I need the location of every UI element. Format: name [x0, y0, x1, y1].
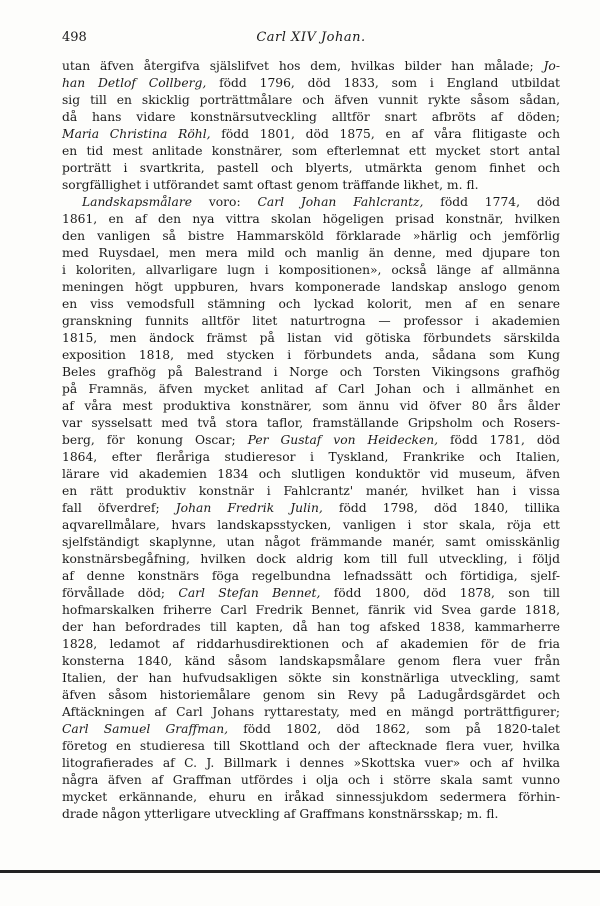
- body-text: [62, 58, 560, 823]
- text-segment: en rätt produktiv konstnär i Fahlcrantz' manér, hvilket han i vissa: [62, 484, 560, 498]
- text-line: [62, 92, 560, 109]
- text-segment: var sysselsatt med två stora taflor, framställande Gripsholm och Rosers-: [62, 416, 560, 430]
- text-segment: med Ruysdael, men mera mild och manlig än denne, med djupare ton: [62, 246, 560, 260]
- text-segment: berg, för konung Oscar;: [62, 433, 248, 447]
- text-segment: Beles grafhög på Balestrand i Norge och Torsten Vikingsons grafhög: [62, 365, 560, 379]
- text-line: [62, 194, 560, 211]
- text-segment: granskning funnits alltför litet naturtrogna — professor i akademien: [62, 314, 560, 328]
- text-segment: konsterna 1840, känd såsom landskapsmålare genom flera vuer från: [62, 654, 560, 668]
- text-segment: i koloriten, allvarligare lugn i kompositionen», också länge af allmänna: [62, 263, 560, 277]
- text-line: [62, 347, 560, 364]
- text-line: [62, 789, 560, 806]
- text-segment: lärare vid akademien 1834 och slutligen konduktör vid museum, äfven: [62, 467, 560, 481]
- text-line: [62, 313, 560, 330]
- text-segment: 1864, efter fleråriga studieresor i Tyskland, Frankrike och Italien,: [62, 450, 560, 464]
- text-segment: några äfven af Graffman utfördes i olja och i större skala samt vunno: [62, 773, 560, 787]
- name-italic: Carl Samuel Graffman,: [62, 722, 229, 736]
- text-segment: född 1802, död 1862, som på 1820-talet: [228, 722, 560, 736]
- text-segment: af denne konstnärs föga regelbundna lefnadssätt och förtidiga, sjelf-: [62, 569, 560, 583]
- text-line: [62, 262, 560, 279]
- text-line: [62, 806, 560, 823]
- text-line: [62, 568, 560, 585]
- text-segment: äfven såsom historiemålare genom sin Revy på Ladugårdsgärdet och: [62, 688, 560, 702]
- text-segment: sjelfständigt skaplynne, utan något främmande manér, samt omisskänlig: [62, 535, 560, 549]
- text-segment: född 1796, död 1833, som i England utbildat: [206, 76, 560, 90]
- text-segment: meningen högt uppburen, hvars komponerade landskap anslogo genom: [62, 280, 560, 294]
- text-line: [62, 602, 560, 619]
- text-line: [62, 143, 560, 160]
- text-line: [62, 687, 560, 704]
- text-segment: fall öfverdref;: [62, 501, 176, 515]
- text-segment: sig till en skicklig porträttmålare och äfven vunnit rykte såsom sådan,: [62, 93, 560, 107]
- name-italic: Carl Johan Fahlcrantz,: [257, 195, 424, 209]
- text-line: [62, 245, 560, 262]
- text-line: [62, 160, 560, 177]
- text-line: [62, 483, 560, 500]
- text-line: [62, 415, 560, 432]
- text-line: [62, 772, 560, 789]
- text-segment: der han befordrades till kapten, då han tog afsked 1838, kammarherre: [62, 620, 560, 634]
- text-line: [62, 75, 560, 92]
- text-line: [62, 619, 560, 636]
- text-line: [62, 466, 560, 483]
- name-italic: Johan Fredrik Julin,: [175, 501, 323, 515]
- text-line: [62, 449, 560, 466]
- text-segment: en tid mest anlitade konstnärer, som efterlemnat ett mycket stort antal: [62, 144, 560, 158]
- text-line: [62, 500, 560, 517]
- name-italic: Per Gustaf von Heidecken,: [247, 433, 439, 447]
- text-segment: 1861, en af den nya vittra skolan högeligen prisad konstnär, hvilken: [62, 212, 560, 226]
- text-segment: på Framnäs, äfven mycket anlitad af Carl Johan och i allmänhet en: [62, 382, 560, 396]
- text-segment: utan äfven återgifva själslifvet hos dem, hvilkas bilder han målade;: [62, 59, 544, 73]
- text-line: [62, 109, 560, 126]
- page-number: 498: [62, 30, 87, 45]
- text-segment: sorgfällighet i utförandet samt oftast genom träffande likhet, m. fl.: [62, 178, 479, 192]
- text-line: [62, 585, 560, 602]
- name-italic: Landskapsmålare: [82, 195, 192, 209]
- text-segment: Italien, der han hufvudsakligen sökte sin konstnärliga utveckling, samt: [62, 671, 560, 685]
- text-line: [62, 738, 560, 755]
- text-segment: af våra mest produktiva konstnärer, som ännu vid öfver 80 års ålder: [62, 399, 560, 413]
- name-italic: Jo-: [543, 59, 560, 73]
- text-line: [62, 636, 560, 653]
- text-segment: voro:: [191, 195, 258, 209]
- text-segment: litografierades af C. J. Billmark i dennes »Skottska vuer» och af hvilka: [62, 756, 560, 770]
- text-line: [62, 653, 560, 670]
- text-segment: född 1781, död: [438, 433, 560, 447]
- text-segment: porträtt i svartkrita, pastell och blyerts, utmärkta genom finhet och: [62, 161, 560, 175]
- text-line: [62, 551, 560, 568]
- text-segment: företog en studieresa till Skottland och der aftecknade flera vuer, hvilka: [62, 739, 560, 753]
- name-italic: han Detlof Collberg,: [62, 76, 207, 90]
- text-segment: den vanligen så bistre Hammarsköld förklarade »härlig och jemförlig: [62, 229, 560, 243]
- text-line: [62, 534, 560, 551]
- text-line: [62, 296, 560, 313]
- text-line: [62, 704, 560, 721]
- text-segment: en viss vemodsfull stämning och lyckad kolorit, men af en senare: [62, 297, 560, 311]
- text-segment: konstnärsbegåfning, hvilken dock aldrig kom till full utveckling, i följd: [62, 552, 560, 566]
- page-header: [62, 30, 560, 50]
- text-line: [62, 58, 560, 75]
- text-segment: exposition 1818, med stycken i förbundets anda, sådana som Kung: [62, 348, 560, 362]
- text-line: [62, 330, 560, 347]
- name-italic: Maria Christina Röhl,: [62, 127, 211, 141]
- text-line: [62, 177, 560, 194]
- text-line: [62, 721, 560, 738]
- text-segment: 1828, ledamot af riddarhusdirektionen och af akademien för de fria: [62, 637, 560, 651]
- text-segment: drade någon ytterligare utveckling af Graffmans konstnärsskap; m. fl.: [62, 807, 499, 821]
- text-segment: 1815, men ändock främst på listan vid götiska förbundets särskilda: [62, 331, 560, 345]
- text-line: [62, 755, 560, 772]
- running-title: Carl XIV Johan.: [256, 30, 366, 45]
- text-line: [62, 211, 560, 228]
- text-line: [62, 398, 560, 415]
- text-segment: Aftäckningen af Carl Johans ryttarestaty, med en mängd porträttfigurer;: [62, 705, 560, 719]
- text-line: [62, 279, 560, 296]
- text-line: [62, 432, 560, 449]
- name-italic: Carl Stefan Bennet,: [178, 586, 321, 600]
- text-segment: född 1801, död 1875, en af våra flitigaste och: [210, 127, 560, 141]
- text-segment: född 1798, död 1840, tillika: [322, 501, 560, 515]
- text-segment: då hans vidare konstnärsutveckling alltför snart afbröts af döden;: [62, 110, 560, 124]
- text-line: [62, 517, 560, 534]
- text-segment: född 1800, död 1878, son till: [320, 586, 560, 600]
- text-segment: mycket erkännande, ehuru en iråkad sinnessjukdom sedermera förhin-: [62, 790, 560, 804]
- text-line: [62, 381, 560, 398]
- text-line: [62, 126, 560, 143]
- text-line: [62, 228, 560, 245]
- text-segment: hofmarskalken friherre Carl Fredrik Bennet, fänrik vid Svea garde 1818,: [62, 603, 560, 617]
- page-bottom-rule: [0, 870, 600, 873]
- text-line: [62, 670, 560, 687]
- text-segment: aqvarellmålare, hvars landskapsstycken, vanligen i stor skala, röja ett: [62, 518, 560, 532]
- text-segment: född 1774, död: [423, 195, 560, 209]
- text-segment: förvållade död;: [62, 586, 179, 600]
- text-line: [62, 364, 560, 381]
